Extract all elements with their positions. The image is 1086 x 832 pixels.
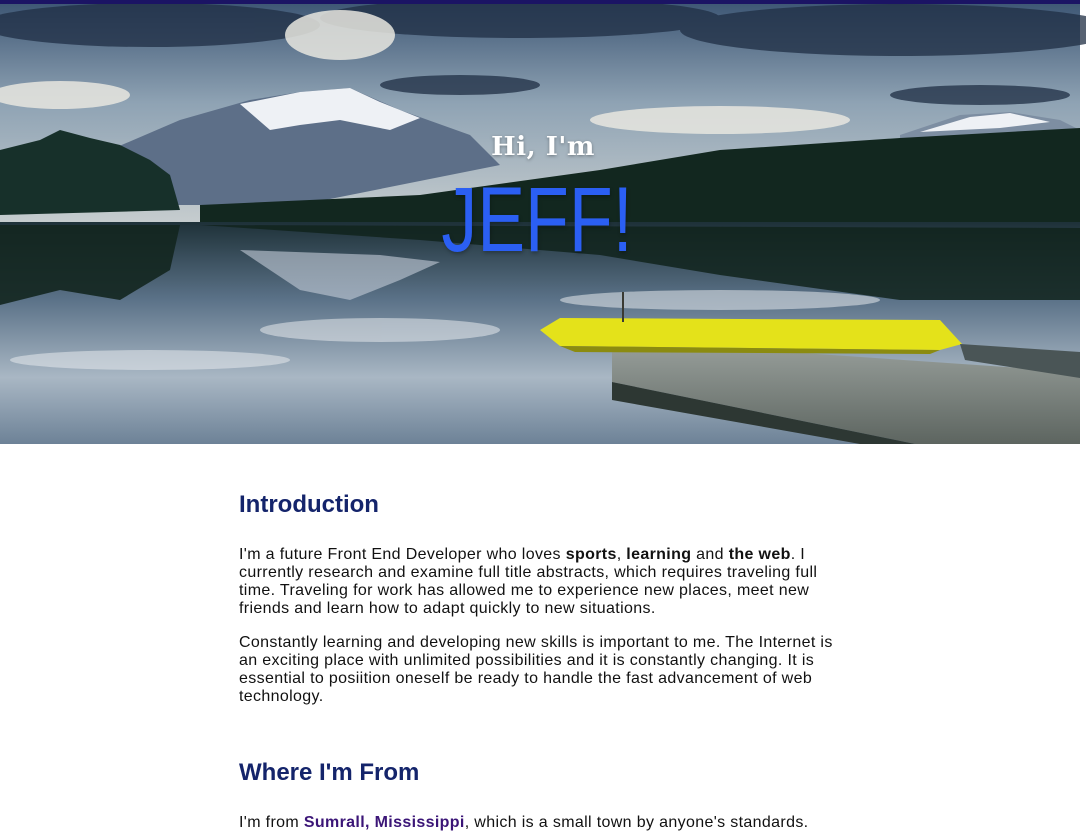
introduction-section [239, 488, 849, 706]
introduction-paragraph-2: Constantly learning and developing new skills is important to me. The Internet is an exciting place with unlimited possibilities and it is constantly changing. It is essential to posiition oneself be ready to handle the fast advancement of web technology. [239, 634, 833, 705]
intro-text-2: . I currently research and examine full title abstracts, which requires traveling full time. Traveling for work has allowed me to experience new places, meet new friends and learn how to adapt quickly to new situations. [239, 546, 818, 617]
hometown-link[interactable]: Sumrall, Mississippi [303, 814, 465, 831]
where-from-text-1: I'm from [239, 814, 304, 831]
where-from-text-2: , which is a small town by anyone's standards. [464, 814, 809, 831]
main-content [239, 488, 849, 832]
intro-text-1: I'm a future Front End Developer who loves [239, 546, 566, 563]
top-accent-bar [0, 0, 1080, 4]
where-from-paragraph [239, 814, 849, 832]
introduction-paragraph-1 [239, 546, 849, 618]
intro-sep-2: and [691, 546, 729, 563]
where-from-section [239, 756, 849, 832]
intro-bold-web: the web [728, 546, 791, 563]
intro-bold-sports: sports [565, 546, 617, 563]
hero-name: JEFF! [441, 169, 633, 271]
intro-bold-learning: learning [626, 546, 692, 563]
introduction-heading: Introduction [239, 491, 379, 518]
hero-greeting: Hi, I'm [491, 132, 595, 162]
where-from-heading: Where I'm From [239, 759, 420, 786]
intro-sep-1: , [616, 546, 627, 563]
